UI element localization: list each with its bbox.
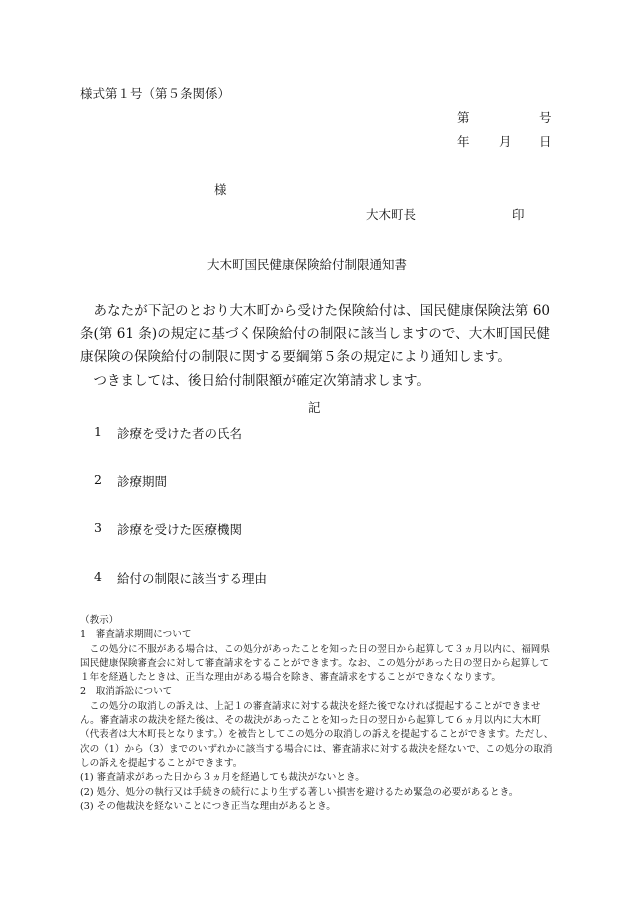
addressee-suffix: 様 <box>214 182 227 197</box>
item-number-1: 1 <box>94 424 102 439</box>
number-suffix: 号 <box>539 110 552 125</box>
item-label-4: 給付の制限に該当する理由 <box>117 571 268 586</box>
notice-condition-3: (3) その他裁決を経ないことにつき正当な理由があるとき。 <box>80 800 336 812</box>
item-number-3: 3 <box>94 520 102 535</box>
notice-section <box>80 614 554 814</box>
notice-heading: （教示） <box>80 615 119 626</box>
item-number-4: 4 <box>94 569 102 584</box>
ki-heading: 記 <box>308 400 321 415</box>
notice-condition-1: (1) 審査請求があった日から３ヵ月を経過しても裁決がないとき。 <box>80 772 365 784</box>
item-label-3: 診療を受けた医療機関 <box>117 522 243 537</box>
sender-title: 大木町長 <box>366 207 417 222</box>
notice-s2-text: この処分の取消しの訴えは、上記１の審査請求に対する裁決を経た後でなければ提起することができません。審査請求の裁決を経た後は、その裁決があったことを知った日の翌日から起算して６ヵ月以内に大木町（代表者は大木町長となります。）を被告としてこの処分の取消しの訴えを提起することができます。ただし、次の（1）から（3）までのいずれかに該当する場合には、審査請求に対する裁決を経ないで、この処分の取消しの訴えを提起することができます。 <box>80 700 554 769</box>
date-day: 日 <box>539 134 552 149</box>
seal-mark: 印 <box>512 207 525 222</box>
notice-s1-text: この処分に不服がある場合は、この処分があったことを知った日の翌日から起算して３ヵ月以内に、福岡県国民健康保険審査会に対して審査請求をすることができます。なお、この処分があった日の翌日から起算して１年を経過したときは、正当な理由がある場合を除き、審査請求をすることができなくなります。 <box>80 643 550 684</box>
date-year: 年 <box>457 134 470 149</box>
date-month: 月 <box>499 134 512 149</box>
notice-s2-title: 2 取消訴訟について <box>80 686 173 698</box>
notice-s1-title: 1 審査請求期間について <box>80 629 192 641</box>
body-paragraph-2: つきましては、後日給付制限額が確定次第請求します。 <box>93 373 430 389</box>
item-number-2: 2 <box>94 472 102 487</box>
form-label: 様式第１号（第５条関係） <box>80 86 231 101</box>
body-paragraph-1: あなたが下記のとおり大木町から受けた保険給付は、国民健康保険法第 60 条(第 61 条)の規定に基づく保険給付の制限に該当しますので、大木町国民健康保険の保険給付の制限に関する要綱第５条の規定により通知します。 <box>80 303 550 365</box>
item-label-2: 診療期間 <box>117 474 168 489</box>
document-title: 大木町国民健康保険給付制限通知書 <box>207 257 408 272</box>
number-prefix: 第 <box>457 110 470 125</box>
notice-condition-2: (2) 処分、処分の執行又は手続きの続行により生ずる著しい損害を避けるため緊急の必要があるとき。 <box>80 786 519 798</box>
item-label-1: 診療を受けた者の氏名 <box>117 426 243 441</box>
